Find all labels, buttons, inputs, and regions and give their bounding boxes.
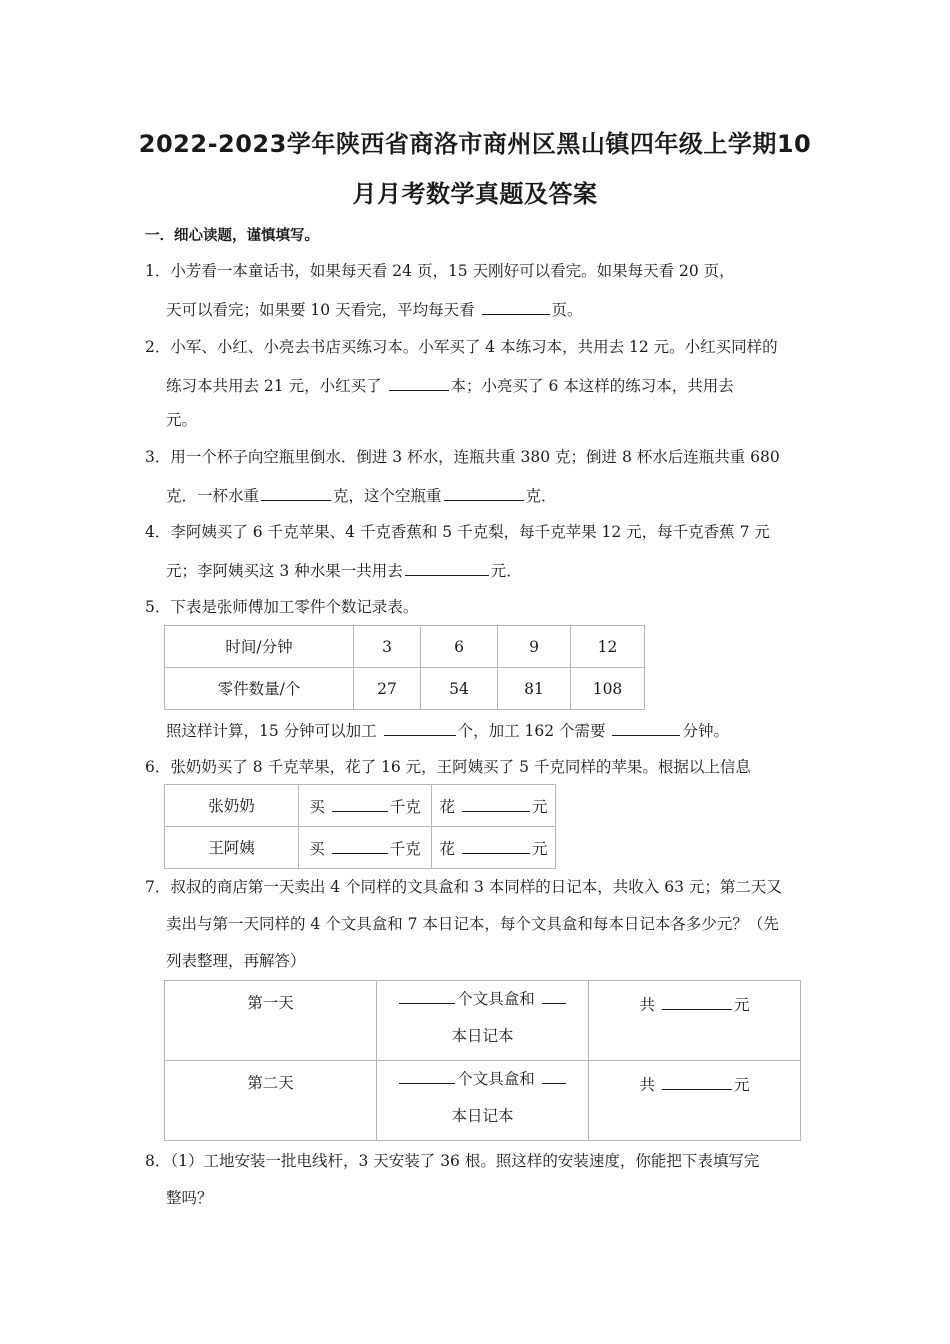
question-4-text-a: 元；李阿姨买这 3 种水果一共用去 — [166, 562, 403, 580]
section-heading: 一．细心读题，谨慎填写。 — [145, 228, 319, 244]
table-row — [165, 626, 645, 668]
answer-blank[interactable] — [462, 837, 530, 854]
table-cell — [377, 1061, 589, 1141]
question-3-line-1: 3．用一个杯子向空瓶里倒水．倒进 3 杯水，连瓶共重 380 克；倒进 8 杯水后连瓶共重 680 — [145, 448, 780, 466]
question-2-line-3: 元。 — [166, 411, 198, 429]
question-5-text-a: 照这样计算，15 分钟可以加工 — [166, 722, 382, 740]
table-row — [165, 785, 556, 827]
table-cell: 6 — [421, 626, 498, 668]
question-2-text-a: 练习本共用去 21 元，小红买了 — [166, 377, 387, 395]
table-row — [165, 1061, 801, 1141]
table-row — [165, 668, 645, 710]
table-cell: 零件数量/个 — [165, 668, 354, 710]
answer-blank[interactable] — [444, 484, 524, 501]
question-4-line-1: 4．李阿姨买了 6 千克苹果、4 千克香蕉和 5 千克梨，每千克苹果 12 元，每千克香蕉 7 元 — [145, 523, 770, 541]
page-title-line-2: 月月考数学真题及答案 — [352, 180, 598, 208]
answer-blank[interactable] — [612, 719, 680, 736]
table-cell — [299, 827, 432, 869]
table-cell — [432, 827, 556, 869]
answer-blank[interactable] — [399, 987, 455, 1004]
question-2-line-2 — [166, 374, 734, 396]
buy-label: 买 — [309, 797, 325, 816]
table-row — [165, 827, 556, 869]
answer-blank[interactable] — [662, 1073, 732, 1090]
question-4-text-b: 元． — [490, 562, 522, 580]
answer-blank[interactable] — [482, 298, 550, 315]
question-7-line-3: 列表整理，再解答） — [166, 952, 306, 970]
spend-label: 花 — [439, 839, 456, 858]
table-cell — [589, 981, 801, 1061]
table-cell: 时间/分钟 — [165, 626, 354, 668]
question-1-text-b: 页。 — [551, 301, 583, 319]
spend-label: 花 — [439, 797, 456, 816]
question-3-line-2 — [166, 484, 557, 506]
table-cell: 12 — [571, 626, 645, 668]
question-1-line-2 — [166, 298, 583, 320]
answer-blank[interactable] — [405, 559, 489, 576]
question-2-text-b: 本；小亮买了 6 本这样的练习本，共用去 — [450, 377, 734, 395]
question-2-line-1: 2．小军、小红、小亮去书店买练习本。小军买了 4 本练习本，共用去 12 元。小红买同样的 — [145, 338, 778, 356]
item-label: 个文具盒和 — [457, 1070, 535, 1088]
table-cell: 第一天 — [165, 981, 377, 1061]
answer-blank[interactable] — [462, 795, 530, 812]
answer-blank[interactable] — [332, 795, 388, 812]
answer-blank[interactable] — [542, 987, 566, 1004]
question-5-after-line — [166, 719, 729, 741]
question-3-text-a: 克．一杯水重 — [166, 487, 260, 505]
yuan-label: 元 — [733, 996, 750, 1014]
answer-blank[interactable] — [332, 837, 388, 854]
table-cell: 54 — [421, 668, 498, 710]
kg-label: 千克 — [389, 797, 421, 816]
table-cell: 27 — [354, 668, 421, 710]
question-1-text-a: 天可以看完；如果要 10 天看完，平均每天看 — [166, 301, 480, 319]
question-1-line-1: 1．小芳看一本童话书，如果每天看 24 页，15 天刚好可以看完。如果每天看 20 页， — [145, 262, 735, 280]
page-title-line-1: 2022-2023学年陕西省商洛市商州区黑山镇四年级上学期10 — [138, 130, 812, 158]
question-5-text-b: 个，加工 162 个需要 — [457, 722, 611, 740]
question-4-line-2 — [166, 559, 522, 581]
total-label: 共 — [639, 996, 656, 1014]
table-cell — [299, 785, 432, 827]
question-8-line-1: 8．（1）工地安装一批电线杆，3 天安装了 36 根。照这样的安装速度，你能把下表填写完 — [145, 1152, 760, 1170]
table-cell: 81 — [498, 668, 571, 710]
table-row — [165, 981, 801, 1061]
item-label: 个文具盒和 — [457, 990, 535, 1008]
question-3-text-b: 克，这个空瓶重 — [333, 487, 442, 505]
table-cell: 王阿姨 — [165, 827, 299, 869]
answer-blank[interactable] — [662, 993, 732, 1010]
question-6-line-1: 6．张奶奶买了 8 千克苹果，花了 16 元，王阿姨买了 5 千克同样的苹果。根据以上信息 — [145, 758, 751, 776]
table-cell — [589, 1061, 801, 1141]
question-8-line-2: 整吗？ — [166, 1189, 213, 1207]
cell-line: 本日记本 — [451, 1107, 514, 1125]
total-label: 共 — [639, 1076, 656, 1094]
yuan-label: 元 — [531, 839, 548, 858]
apple-purchase-table — [164, 784, 556, 869]
answer-blank[interactable] — [384, 719, 456, 736]
cell-line — [377, 1061, 588, 1098]
table-cell — [377, 981, 589, 1061]
question-5-text-c: 分钟。 — [682, 722, 729, 740]
stationery-sales-table — [164, 980, 801, 1141]
table-cell — [432, 785, 556, 827]
answer-blank[interactable] — [261, 484, 331, 501]
table-cell: 108 — [571, 668, 645, 710]
cell-line — [377, 981, 588, 1018]
table-cell: 3 — [354, 626, 421, 668]
yuan-label: 元 — [733, 1076, 750, 1094]
table-cell: 第二天 — [165, 1061, 377, 1141]
table-cell: 张奶奶 — [165, 785, 299, 827]
answer-blank[interactable] — [389, 374, 449, 391]
question-7-line-2: 卖出与第一天同样的 4 个文具盒和 7 本日记本，每个文具盒和每本日记本各多少元？（先 — [166, 915, 779, 933]
answer-blank[interactable] — [542, 1067, 566, 1084]
buy-label: 买 — [309, 839, 325, 858]
question-5-line-1: 5．下表是张师傅加工零件个数记录表。 — [145, 598, 419, 616]
parts-record-table — [164, 625, 645, 710]
yuan-label: 元 — [531, 797, 548, 816]
table-cell: 9 — [498, 626, 571, 668]
question-3-text-c: 克． — [525, 487, 557, 505]
answer-blank[interactable] — [399, 1067, 455, 1084]
kg-label: 千克 — [389, 839, 421, 858]
cell-line: 本日记本 — [451, 1027, 514, 1045]
question-7-line-1: 7．叔叔的商店第一天卖出 4 个同样的文具盒和 3 本同样的日记本，共收入 63 元；第二天又 — [145, 878, 782, 896]
